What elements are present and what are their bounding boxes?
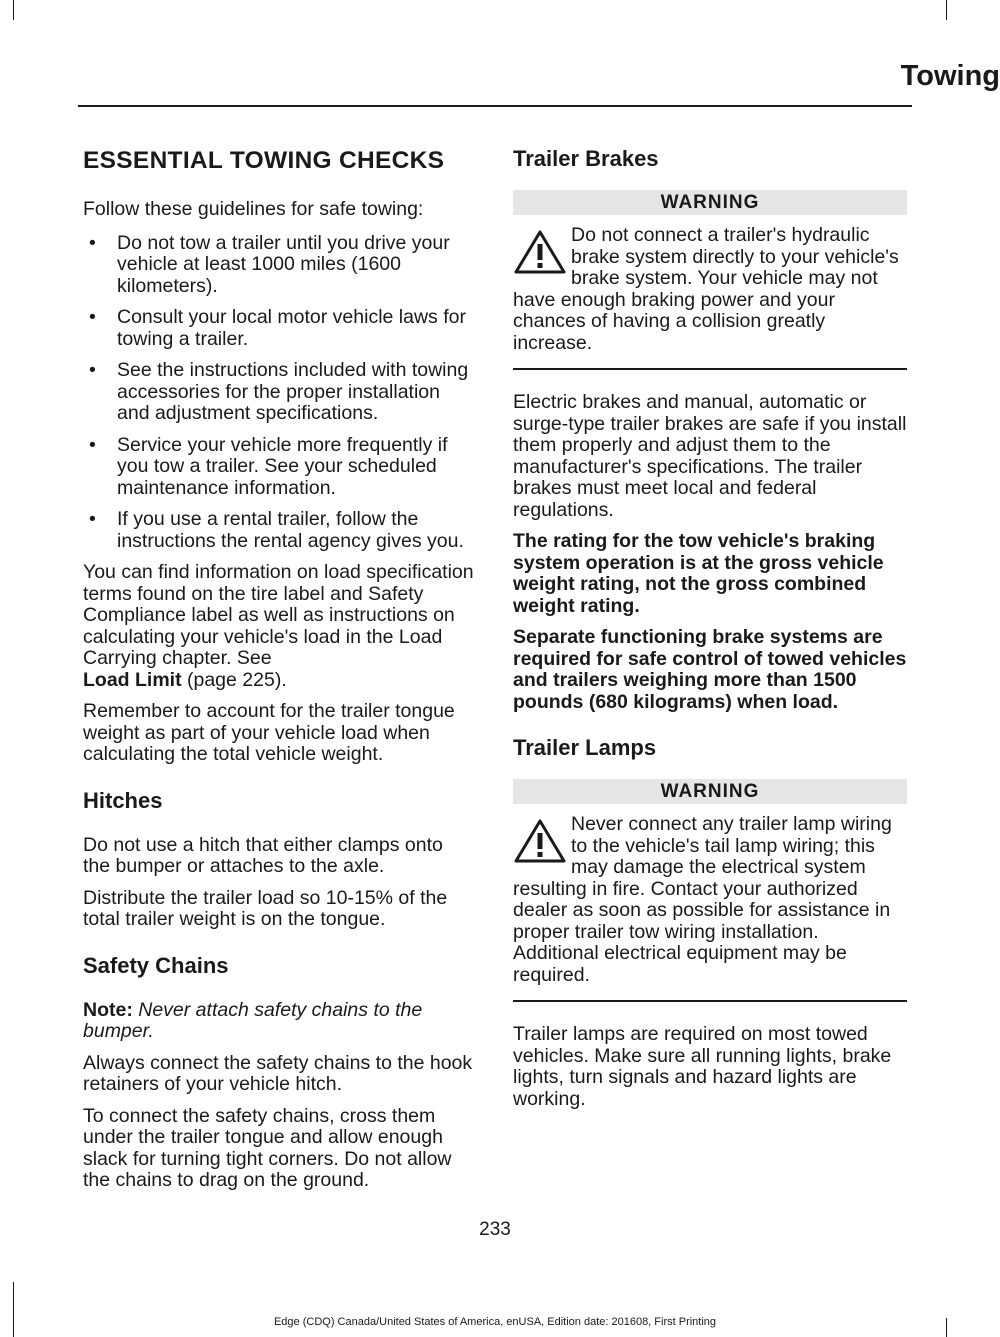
- brakes-paragraph: Electric brakes and manual, automatic or surge-type trailer brakes are safe if you install them properly and adjust them to the manufacturer's specifications. The trailer brakes must meet local and federal regulations.: [513, 391, 907, 521]
- right-column: [513, 146, 907, 1120]
- list-item: • See the instructions included with towing accessories for the proper installation and adjustment specifications.: [89, 359, 469, 424]
- brakes-warning-text: Do not connect a trailer's hydraulic brake system directly to your vehicle's brake system. Your vehicle may not have enough braking power and your chances of having a collision greatly increase.: [513, 224, 899, 354]
- warning-divider: [513, 368, 907, 370]
- warning-label: WARNING: [513, 779, 907, 804]
- hitches-paragraph-1: Do not use a hitch that either clamps onto the bumper or attaches to the axle.: [83, 833, 443, 877]
- brakes-systems-note: Separate functioning brake systems are required for safe control of towed vehicles and trailers weighing more than 1500 pounds (680 kilograms) when load.: [513, 626, 907, 713]
- bullet-icon: •: [89, 231, 96, 254]
- page-footer: Edge (CDQ) Canada/United States of America, enUSA, Edition date: 201608, First Printing: [273, 1316, 717, 1328]
- safety-chains-paragraph-2: To connect the safety chains, cross them under the trailer tongue and allow enough slack for turning tight corners. Do not allow the chains to drag on the ground.: [83, 1104, 452, 1191]
- list-item: • If you use a rental trailer, follow the instructions the rental agency gives you.: [89, 508, 464, 552]
- list-item: • Do not tow a trailer until you drive your vehicle at least 1000 miles (1600 kilometers).: [89, 231, 450, 297]
- header-rule: [78, 105, 912, 107]
- brakes-warning-box: [513, 190, 907, 370]
- crop-mark-bottom-left: [13, 1282, 14, 1337]
- hitches-paragraph-2: Distribute the trailer load so 10-15% of the total trailer weight is on the tongue.: [83, 886, 448, 930]
- bullet-icon: •: [89, 359, 96, 381]
- load-limit-page-ref: (page 225).: [187, 668, 287, 691]
- bullet-icon: •: [89, 306, 96, 328]
- warning-label: WARNING: [513, 190, 907, 215]
- page-header-title: Towing: [900, 60, 1000, 92]
- warning-triangle-icon: [513, 818, 567, 864]
- crop-mark-top-left: [13, 0, 14, 20]
- safety-chains-title: Safety Chains: [83, 952, 229, 978]
- trailer-brakes-title: Trailer Brakes: [513, 146, 659, 171]
- brakes-rating-note: The rating for the tow vehicle's braking system operation is at the gross vehicle weight rating, not the gross combined weight rating.: [513, 530, 884, 617]
- list-item: • Consult your local motor vehicle laws for towing a trailer.: [89, 306, 466, 350]
- crop-mark-top-right: [946, 0, 947, 20]
- section-title: ESSENTIAL TOWING CHECKS: [83, 147, 445, 174]
- intro-text: Follow these guidelines for safe towing:: [83, 198, 424, 220]
- lamps-warning-text: Never connect any trailer lamp wiring to the vehicle's tail lamp wiring; this may damage the electrical system resulting in fire. Contact your authorized dealer as soon as possible for assistance in proper trailer tow wiring installation. Additional electrical equipment may be required.: [513, 813, 892, 986]
- load-limit-link[interactable]: Load Limit: [83, 668, 182, 691]
- warning-divider: [513, 1000, 907, 1002]
- safety-chains-paragraph-1: Always connect the safety chains to the hook retainers of your vehicle hitch.: [83, 1051, 473, 1095]
- load-info-paragraph: You can find information on load specification terms found on the tire label and Safety Compliance label as well as instructions on calculating your vehicle's load in the Load Carrying chapter. See Load Limit (page 225).: [83, 561, 474, 691]
- lamps-paragraph: Trailer lamps are required on most towed vehicles. Make sure all running lights, brake lights, turn signals and hazard lights are working.: [513, 1023, 892, 1110]
- safety-chains-note: Note: Never attach safety chains to the bumper.: [83, 998, 423, 1042]
- page-number: 233: [479, 1219, 511, 1240]
- list-item: • Service your vehicle more frequently if you tow a trailer. See your scheduled maintenance information.: [89, 433, 448, 499]
- warning-triangle-icon: [513, 229, 567, 275]
- hitches-title: Hitches: [83, 787, 163, 813]
- guideline-list: [83, 233, 475, 553]
- bullet-icon: •: [89, 508, 96, 530]
- left-column: [83, 146, 475, 1202]
- lamps-warning-box: [513, 779, 907, 1002]
- trailer-lamps-title: Trailer Lamps: [513, 735, 657, 760]
- bullet-icon: •: [89, 433, 96, 456]
- tongue-weight-paragraph: Remember to account for the trailer tongue weight as part of your vehicle load when calculating the total vehicle weight.: [83, 700, 455, 765]
